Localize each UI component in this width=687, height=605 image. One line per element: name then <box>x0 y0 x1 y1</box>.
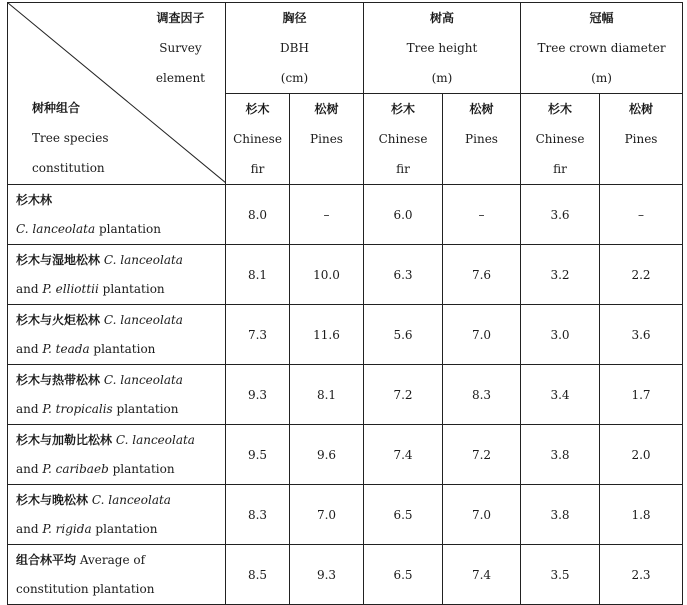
header-row-groups <box>8 3 683 94</box>
species-fir-cn: 杉木 <box>390 102 415 116</box>
value-cell: 9.6 <box>290 425 364 485</box>
species-header-fir <box>364 94 443 185</box>
and-word: and <box>16 341 39 356</box>
corner-bottom-cn: 树种组合 <box>32 101 81 115</box>
species-header-pine <box>600 94 683 185</box>
value-cell: 8.0 <box>226 185 290 245</box>
row-label <box>8 485 226 545</box>
row-label <box>8 305 226 365</box>
and-word: and <box>16 521 39 536</box>
value-cell: 8.3 <box>443 365 521 425</box>
value-cell: 7.0 <box>443 305 521 365</box>
row-label-cn: 杉木与晚松林 <box>16 492 89 507</box>
row-label <box>8 185 226 245</box>
row-label-en: plantation <box>89 341 156 356</box>
value-cell: 7.3 <box>226 305 290 365</box>
row-label-en: plantation <box>95 221 161 236</box>
species-fir-cn: 杉木 <box>548 102 573 116</box>
value-cell: 9.3 <box>226 365 290 425</box>
species-fir-en-2: fir <box>250 162 265 176</box>
corner-header-cell <box>8 3 226 185</box>
row-label-sci: C. lanceolata <box>103 252 183 267</box>
group-header-crown <box>521 3 683 94</box>
average-label-en-1: Average of <box>79 552 146 567</box>
value-cell: 6.5 <box>364 485 443 545</box>
species-fir-en-1: Chinese <box>233 132 282 146</box>
row-label-sci2: P. caribaeb <box>42 461 109 476</box>
group-unit: (m) <box>431 71 453 85</box>
group-unit: (cm) <box>280 71 309 85</box>
row-label-sci: C. lanceolata <box>16 221 96 236</box>
row-label <box>8 365 226 425</box>
value-cell: 6.3 <box>364 245 443 305</box>
row-label-en: plantation <box>91 521 158 536</box>
value-cell: 3.8 <box>521 485 600 545</box>
row-label <box>8 245 226 305</box>
table-row <box>8 185 683 245</box>
row-label-sci: C. lanceolata <box>115 432 195 447</box>
average-value-cell: 3.5 <box>521 545 600 605</box>
value-cell: 3.6 <box>600 305 683 365</box>
value-cell: 7.2 <box>364 365 443 425</box>
value-cell: 7.4 <box>364 425 443 485</box>
value-cell: 7.0 <box>443 485 521 545</box>
value-cell: 3.0 <box>521 305 600 365</box>
value-cell: 3.2 <box>521 245 600 305</box>
species-fir-cn: 杉木 <box>245 102 270 116</box>
row-label-en: plantation <box>98 281 165 296</box>
and-word: and <box>16 401 39 416</box>
value-cell: 7.2 <box>443 425 521 485</box>
value-cell: – <box>290 185 364 245</box>
row-label-sci2: P. tropicalis <box>42 401 113 416</box>
species-pine-cn: 松树 <box>469 102 494 116</box>
value-cell: 1.7 <box>600 365 683 425</box>
value-cell: 8.3 <box>226 485 290 545</box>
average-value-cell: 7.4 <box>443 545 521 605</box>
table-row <box>8 485 683 545</box>
species-fir-en-1: Chinese <box>535 132 585 146</box>
value-cell: – <box>600 185 683 245</box>
average-value-cell: 6.5 <box>364 545 443 605</box>
average-value-cell: 9.3 <box>290 545 364 605</box>
value-cell: 1.8 <box>600 485 683 545</box>
value-cell: 3.4 <box>521 365 600 425</box>
row-label-cn: 杉木与火炬松林 <box>16 312 101 327</box>
value-cell: – <box>443 185 521 245</box>
value-cell: 3.6 <box>521 185 600 245</box>
group-header-dbh <box>226 3 364 94</box>
average-value-cell: 2.3 <box>600 545 683 605</box>
value-cell: 6.0 <box>364 185 443 245</box>
corner-top-cn: 调查因子 <box>156 11 205 25</box>
value-cell: 9.5 <box>226 425 290 485</box>
value-cell: 11.6 <box>290 305 364 365</box>
group-cn: 冠幅 <box>589 11 614 25</box>
table-row <box>8 425 683 485</box>
average-value-cell: 8.5 <box>226 545 290 605</box>
table-row <box>8 305 683 365</box>
value-cell: 2.2 <box>600 245 683 305</box>
species-fir-en-2: fir <box>396 162 410 176</box>
value-cell: 8.1 <box>226 245 290 305</box>
row-label-sci2: P. elliottii <box>42 281 99 296</box>
species-fir-en-2: fir <box>553 162 567 176</box>
group-cn: 胸径 <box>282 11 307 25</box>
value-cell: 7.0 <box>290 485 364 545</box>
row-label-cn: 杉木与湿地松林 <box>16 252 101 267</box>
row-label-sci: C. lanceolata <box>103 372 183 387</box>
species-header-pine <box>443 94 521 185</box>
row-label-en: plantation <box>108 461 175 476</box>
species-pine-cn: 松树 <box>629 102 654 116</box>
row-label <box>8 425 226 485</box>
and-word: and <box>16 461 39 476</box>
average-row-label <box>8 545 226 605</box>
species-header-fir <box>226 94 290 185</box>
table-row <box>8 365 683 425</box>
and-word: and <box>16 281 39 296</box>
group-unit: (m) <box>591 71 612 85</box>
row-label-cn: 杉木林 <box>16 192 53 207</box>
value-cell: 10.0 <box>290 245 364 305</box>
average-label-cn: 组合林平均 <box>16 552 77 567</box>
group-en: Tree crown diameter <box>537 41 666 55</box>
average-row <box>8 545 683 605</box>
species-pine-en: Pines <box>624 132 658 146</box>
row-label-cn: 杉木与加勒比松林 <box>16 432 113 447</box>
group-header-height <box>364 3 521 94</box>
data-table <box>7 2 683 605</box>
row-label-sci2: P. teada <box>42 341 90 356</box>
corner-bottom-en-2: constitution <box>32 161 105 175</box>
average-label-en-2: constitution plantation <box>16 581 155 596</box>
row-label-sci2: P. rigida <box>42 521 92 536</box>
species-pine-cn: 松树 <box>314 102 339 116</box>
species-pine-en: Pines <box>465 132 498 146</box>
value-cell: 3.8 <box>521 425 600 485</box>
row-label-cn: 杉木与热带松林 <box>16 372 101 387</box>
corner-top-en-2: element <box>155 71 205 85</box>
row-label-sci: C. lanceolata <box>103 312 183 327</box>
value-cell: 8.1 <box>290 365 364 425</box>
row-label-en: plantation <box>112 401 179 416</box>
species-header-fir <box>521 94 600 185</box>
table-row <box>8 245 683 305</box>
group-en: DBH <box>280 41 309 55</box>
group-en: Tree height <box>406 41 478 55</box>
corner-top-en-1: Survey <box>159 41 202 55</box>
group-cn: 树高 <box>430 11 455 25</box>
value-cell: 2.0 <box>600 425 683 485</box>
species-pine-en: Pines <box>310 132 343 146</box>
value-cell: 7.6 <box>443 245 521 305</box>
species-fir-en-1: Chinese <box>378 132 428 146</box>
value-cell: 5.6 <box>364 305 443 365</box>
corner-bottom-en-1: Tree species <box>32 131 109 145</box>
row-label-sci: C. lanceolata <box>91 492 171 507</box>
species-header-pine <box>290 94 364 185</box>
